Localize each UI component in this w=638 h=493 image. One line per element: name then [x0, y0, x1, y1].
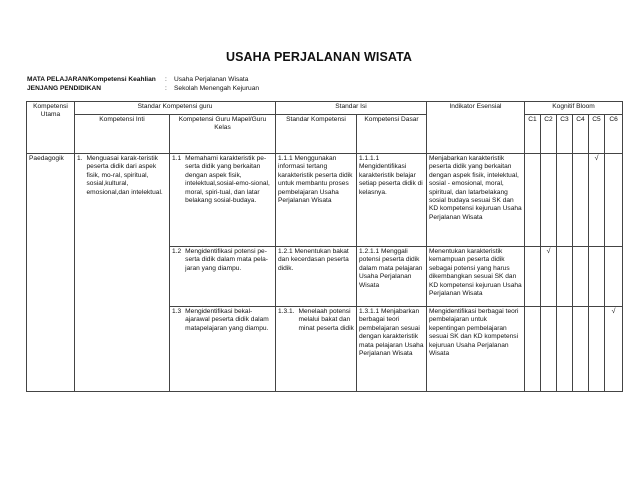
cell-kompetensi-mapel [170, 247, 276, 307]
sk-text: Menelaah potensi melalui bakat dan minat peserta didik [298, 308, 354, 332]
cell-bloom-c5: √ [589, 154, 605, 247]
table-row [27, 154, 623, 247]
cell-bloom-c1 [525, 154, 541, 247]
meta-value: Sekolah Menengah Kejuruan [174, 85, 260, 92]
header-level-c6: C6 [605, 115, 623, 154]
header-level-c5: C5 [589, 115, 605, 154]
kompetensi-inti-number: 1. [77, 155, 83, 162]
cell-bloom-c6 [605, 247, 623, 307]
header-kompetensi-inti: Kompetensi Inti [75, 115, 170, 154]
cell-kompetensi-dasar: 1.2.1.1 Menggali potensi peserta didik dalam mata pelajaran Usaha Perjalanan Wisata [357, 247, 427, 307]
cell-bloom-c6: √ [605, 307, 623, 392]
mapel-number: 1.1 [172, 155, 182, 162]
cell-indikator: Mengidentifikasi berbagai teori pembelajaran untuk kepentingan pembelajaran sesuai SK dan KD kompetensi kejuruan Usaha Perjalanan Wisata [427, 307, 525, 392]
header-standar-guru: Standar Kompetensi guru [75, 102, 276, 115]
cell-bloom-c2: √ [541, 247, 557, 307]
cell-bloom-c5 [589, 307, 605, 392]
meta-row-level [27, 84, 259, 93]
sk-text: 1.2.1 Menentukan bakat dan kecerdasan peserta didik. [278, 248, 349, 272]
cell-bloom-c4 [573, 307, 589, 392]
cell-kompetensi-mapel [170, 307, 276, 392]
header-kognitif-bloom: Kognitif Bloom [525, 102, 623, 115]
meta-separator: : [165, 76, 167, 83]
cell-standar-kompetensi [276, 307, 357, 392]
header-standar-kompetensi: Standar Kompetensi [276, 115, 357, 154]
cell-bloom-c2 [541, 154, 557, 247]
header-kompetensi-mapel: Kompetensi Guru Mapel/Guru Kelas [170, 115, 276, 154]
cell-bloom-c6 [605, 154, 623, 247]
kompetensi-inti-text: Menguasai karak-teristik peserta didik dari aspek fisik, mo-ral, spiritual, sosial,kultural, emosional,dan intelektual. [86, 155, 163, 196]
sk-number: 1.3.1. [278, 308, 295, 315]
cell-standar-kompetensi [276, 247, 357, 307]
cell-bloom-c1 [525, 247, 541, 307]
cell-standar-kompetensi [276, 154, 357, 247]
meta-label: JENJANG PENDIDIKAN [27, 85, 102, 92]
header-level-c2: C2 [541, 115, 557, 154]
cell-kompetensi-dasar: 1.3.1.1 Menjabarkan berbagai teori pembelajaran sesuai dengan karakteristik mata pelajaran Usaha Perjalanan Wisata [357, 307, 427, 392]
header-kompetensi-dasar: Kompetensi Dasar [357, 115, 427, 154]
mapel-number: 1.3 [172, 308, 182, 315]
document-title: USAHA PERJALANAN WISATA [225, 50, 413, 64]
document-meta [27, 75, 259, 93]
cell-bloom-c4 [573, 247, 589, 307]
mapel-number: 1.2 [172, 248, 182, 255]
header-kompetensi-utama: Kompetensi Utama [27, 102, 75, 154]
header-level-c4: C4 [573, 115, 589, 154]
cell-kompetensi-mapel [170, 154, 276, 247]
cell-bloom-c3 [557, 154, 573, 247]
header-standar-isi: Standar Isi [276, 102, 427, 115]
header-row-group [27, 102, 623, 115]
cell-indikator: Menentukan karakteristik kemampuan peserta didik sebagai potensi yang harus dikembangkan sesuai SK dan KD kompetensi kejuruan Usaha Perjalanan Wisata [427, 247, 525, 307]
meta-separator: : [165, 85, 167, 92]
cell-bloom-c3 [557, 307, 573, 392]
meta-row-subject [27, 75, 259, 84]
sk-text: 1.1.1 Menggunakan informasi tertang karakteristik peserta didik untuk membantu proses pembelajaran Usaha Perjalanan Wisata [278, 155, 353, 205]
cell-bloom-c4 [573, 154, 589, 247]
header-indikator: Indikator Esensial [427, 102, 525, 154]
cell-bloom-c1 [525, 307, 541, 392]
header-level-c3: C3 [557, 115, 573, 154]
cell-bloom-c3 [557, 247, 573, 307]
cell-indikator: Menjabarkan karakteristik peserta didik yang berkaitan dengan aspek fisik, intelektual, sosial - emosional, moral, spiritual, dan latarbelakang sosial budaya sesuai SK dan KD kompetensi kejuruan Usaha Perjalanan Wisata [427, 154, 525, 247]
header-level-c1: C1 [525, 115, 541, 154]
mapel-text: Mengidentifikasi potensi pe-serta didik dalam mata pela-jaran yang diampu. [185, 248, 268, 272]
cell-bloom-c5 [589, 247, 605, 307]
cell-kompetensi-dasar: 1.1.1.1 Mengidentifikasi karakteristik belajar setiap peserta didik di kelasnya. [357, 154, 427, 247]
mapel-text: Memahami karakteristik pe-serta didik yang berkaitan dengan aspek fisik, intelektual,sosial-emo-sional, moral, spiri-tual, dan latar belakang sosial-budaya. [185, 155, 270, 205]
cell-kompetensi-inti [75, 154, 170, 392]
meta-label: MATA PELAJARAN/Kompetensi Keahlian [27, 76, 156, 83]
meta-value: Usaha Perjalanan Wisata [174, 76, 249, 83]
competency-table [26, 101, 623, 392]
cell-bloom-c2 [541, 307, 557, 392]
cell-kompetensi-utama: Paedagogik [27, 154, 75, 392]
mapel-text: Mengidentifikasi bekal-ajarawal peserta didik dalam matapelajaran yang diampu. [185, 308, 269, 332]
